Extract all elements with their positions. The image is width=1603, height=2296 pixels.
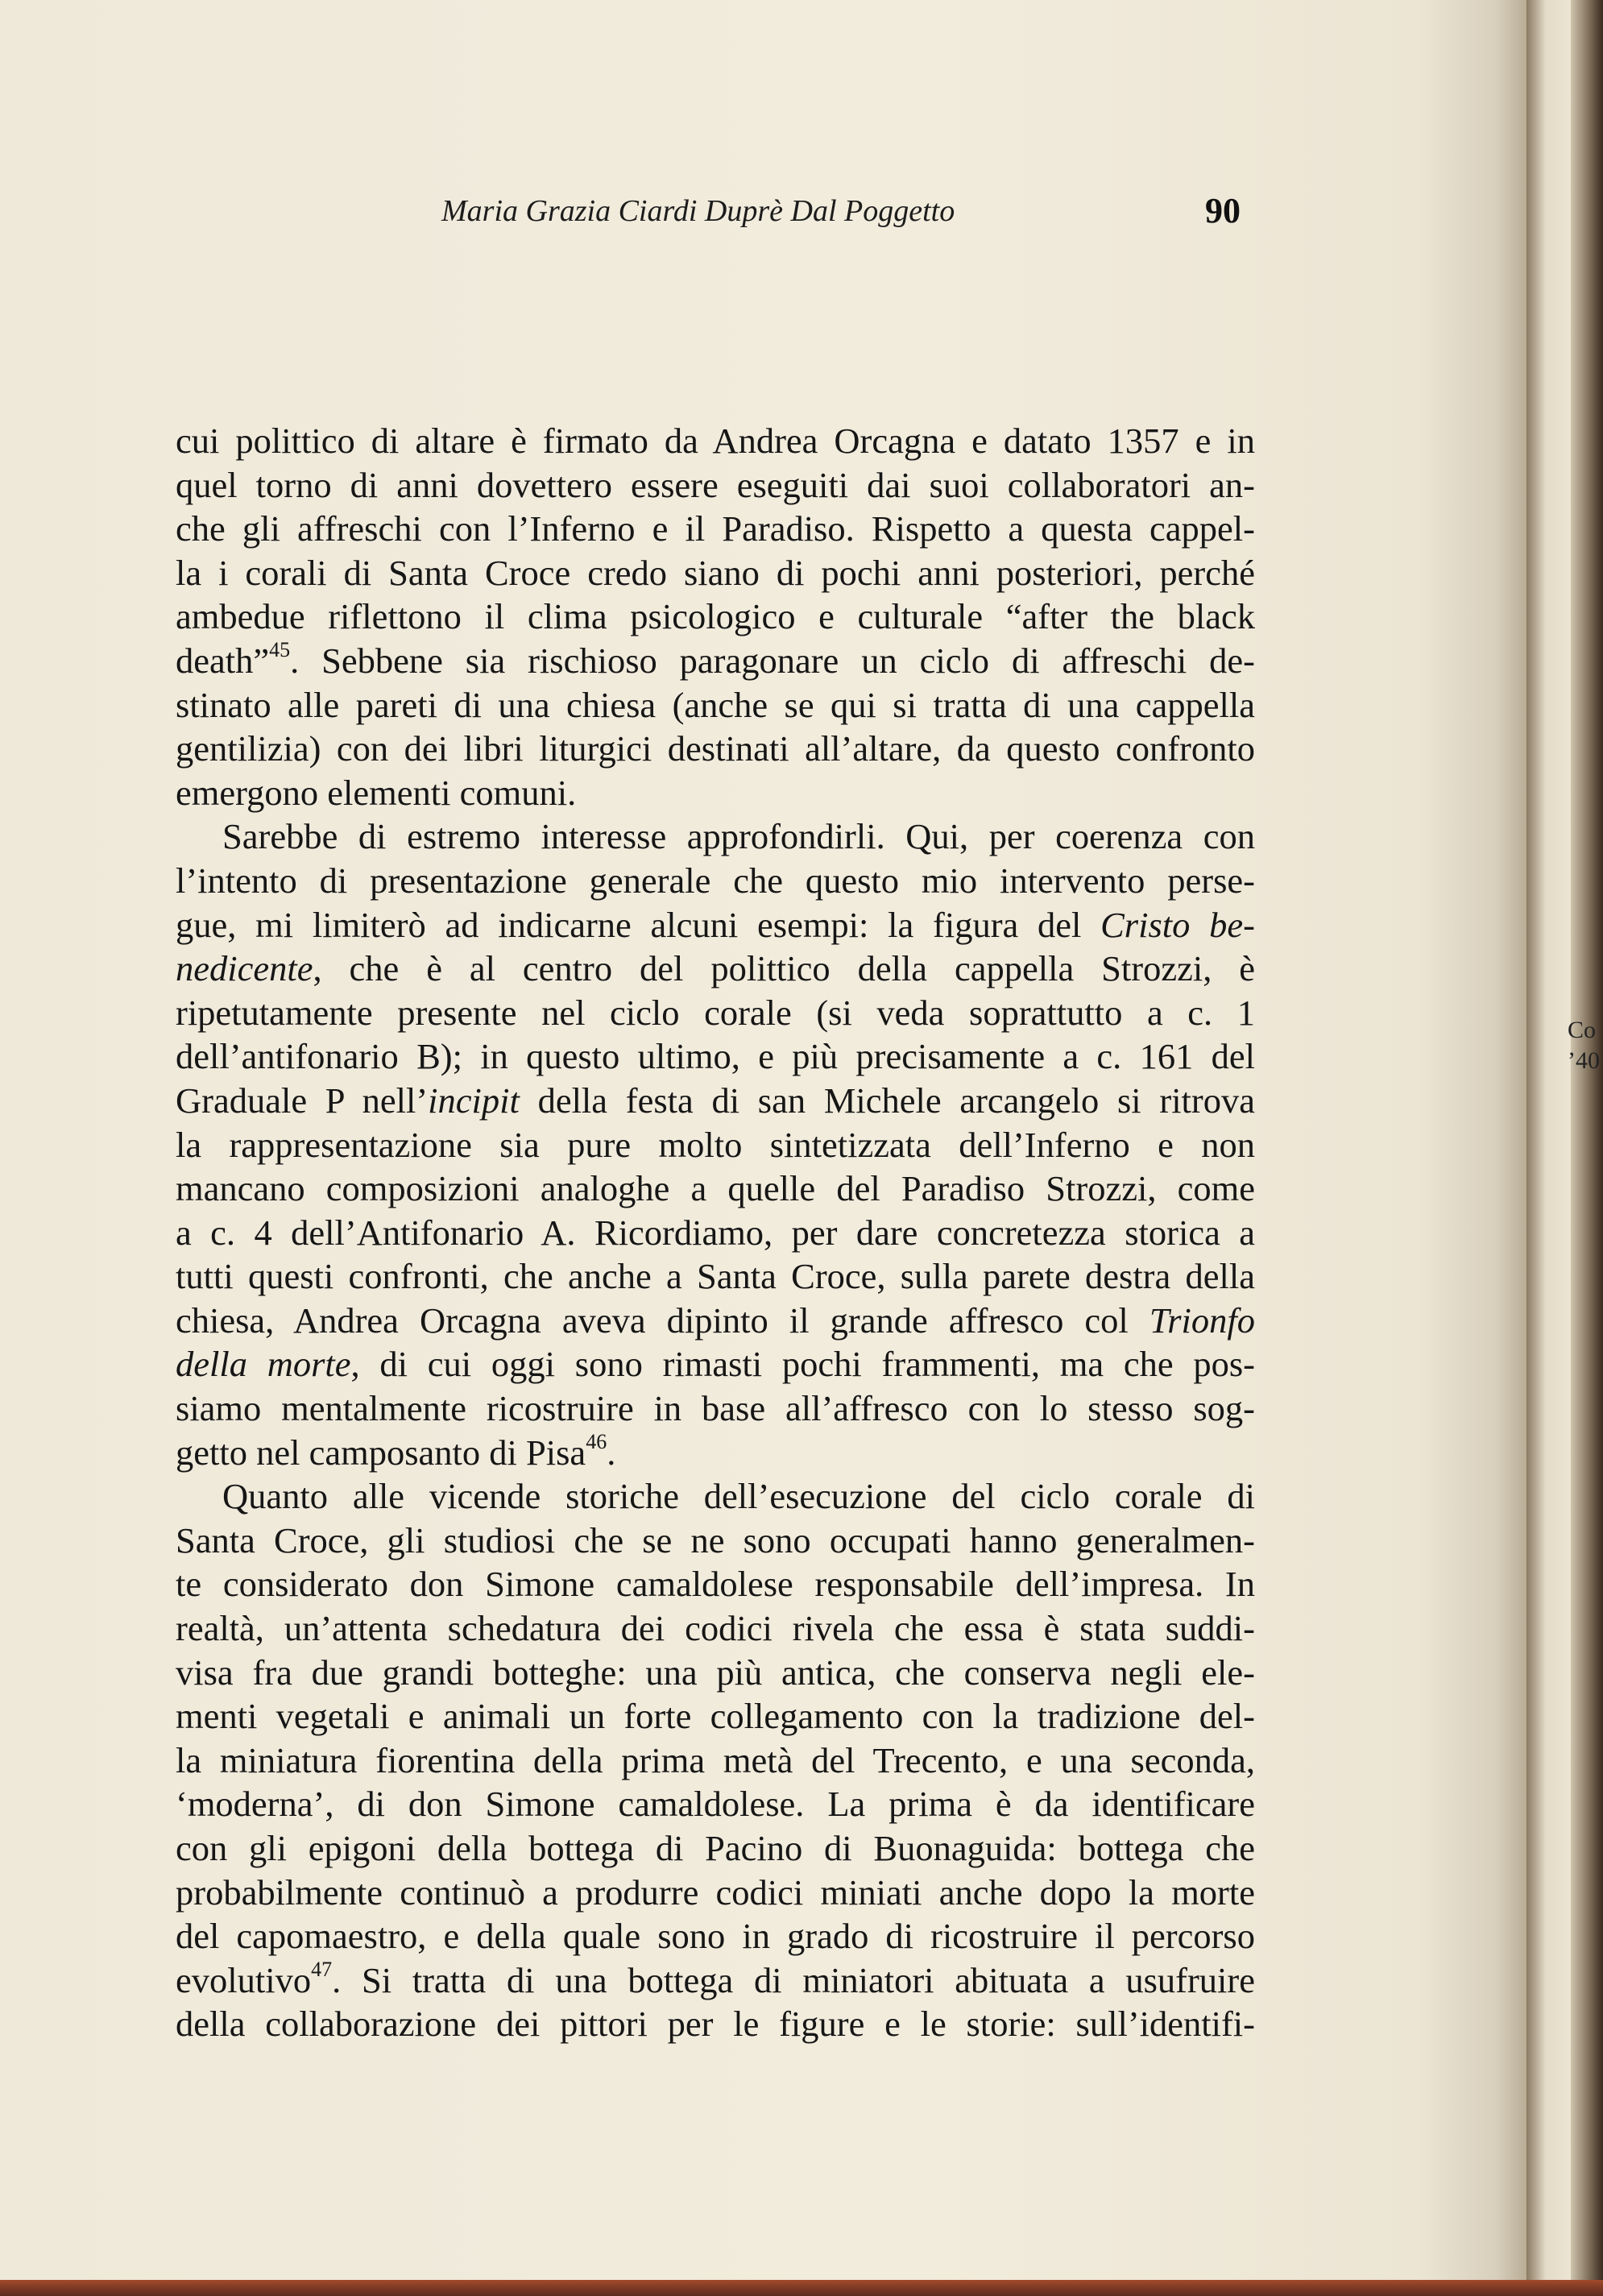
text-line: del capomaestro, e della quale sono in grado di ricostruire il percorso	[176, 1916, 1255, 1957]
text-line: stinato alle pareti di una chiesa (anche se qui si tratta di una cappella	[176, 684, 1255, 725]
footnote-ref-45: 45	[269, 638, 291, 662]
running-header-author: Maria Grazia Ciardi Duprè Dal Poggetto	[441, 194, 955, 228]
paragraph-start-line: Sarebbe di estremo interesse approfondirli. Qui, per coerenza con	[222, 816, 1255, 857]
italic-term: Cristo be-	[1100, 904, 1255, 945]
text-segment: Graduale P nell’	[176, 1080, 429, 1121]
text-segment: evolutivo	[176, 1959, 312, 2000]
text-line	[176, 1299, 1255, 1343]
text-line: ambedue riflettono il clima psicologico e culturale “after the black	[176, 596, 1255, 637]
text-line	[176, 1342, 1255, 1386]
text-line: la miniatura fiorentina della prima metà del Trecento, e una seconda,	[176, 1739, 1255, 1780]
italic-term: Trionfo	[1149, 1299, 1255, 1341]
text-line: visa fra due grandi botteghe: una più antica, che conserva negli ele-	[176, 1652, 1255, 1693]
text-line: tutti questi confronti, che anche a Santa Croce, sulla parete destra della	[176, 1256, 1255, 1297]
footnote-ref-46: 46	[586, 1429, 607, 1453]
facing-page-margin-text	[1568, 1015, 1603, 1076]
text-line	[176, 1079, 1255, 1123]
text-segment: getto nel camposanto di Pisa	[176, 1432, 586, 1473]
text-line	[176, 639, 1255, 683]
book-edge	[1571, 0, 1603, 2296]
text-segment: . Sebbene sia rischioso paragonare un ciclo di affreschi de-	[290, 640, 1255, 681]
text-line: gentilizia) con dei libri liturgici destinati all’altare, da questo confronto	[176, 728, 1255, 769]
text-line: dell’antifonario B); in questo ultimo, e più precisamente a c. 161 del	[176, 1036, 1255, 1077]
body-text	[176, 419, 1255, 2046]
text-segment: death”	[176, 640, 270, 681]
text-line: siamo mentalmente ricostruire in base all’affresco con lo stesso sog-	[176, 1388, 1255, 1429]
page-number: 90	[1205, 191, 1241, 230]
text-line: della collaborazione dei pittori per le figure e le storie: sull’identifi-	[176, 2004, 1255, 2045]
text-line: a c. 4 dell’Antifonario A. Ricordiamo, per dare concretezza storica a	[176, 1212, 1255, 1253]
text-line: ‘moderna’, di don Simone camaldolese. La prima è da identificare	[176, 1784, 1255, 1825]
text-segment: , che è al centro del polittico della cappella Strozzi, è	[313, 948, 1255, 989]
text-line: Santa Croce, gli studiosi che se ne sono occupati hanno generalmen-	[176, 1519, 1255, 1560]
text-segment: .	[607, 1432, 616, 1473]
text-line	[176, 903, 1255, 947]
text-line: la rappresentazione sia pure molto sintetizzata dell’Inferno e non	[176, 1124, 1255, 1165]
text-line: probabilmente continuò a produrre codici miniati anche dopo la morte	[176, 1871, 1255, 1913]
text-line: cui polittico di altare è firmato da Andrea Orcagna e datato 1357 e in	[176, 421, 1255, 461]
italic-term: della morte	[176, 1344, 351, 1385]
text-segment: chiesa, Andrea Orcagna aveva dipinto il grande affresco col	[176, 1299, 1149, 1341]
text-segment: , di cui oggi sono rimasti pochi frammenti, ma che pos-	[350, 1344, 1255, 1385]
text-line: te considerato don Simone camaldolese responsabile dell’impresa. In	[176, 1564, 1255, 1605]
italic-term: nedicente	[176, 948, 313, 989]
text-line: mancano composizioni analoghe a quelle del Paradiso Strozzi, come	[176, 1168, 1255, 1209]
text-line: l’intento di presentazione generale che questo mio intervento perse-	[176, 860, 1255, 901]
footnote-ref-47: 47	[311, 1957, 333, 1981]
text-segment: gue, mi limiterò ad indicarne alcuni esempi: la figura del	[176, 904, 1101, 945]
text-line	[176, 1958, 1255, 2003]
text-line: quel torno di anni dovettero essere eseguiti dai suoi collaboratori an-	[176, 464, 1255, 505]
text-line: la i corali di Santa Croce credo siano di pochi anni posteriori, perché	[176, 552, 1255, 593]
text-line: realtà, un’attenta schedatura dei codici rivela che essa è stata suddi-	[176, 1608, 1255, 1649]
margin-text-line: ’40	[1568, 1047, 1600, 1074]
text-line: menti vegetali e animali un forte collegamento con la tradizione del-	[176, 1696, 1255, 1737]
text-line: ripetutamente presente nel ciclo corale (si veda soprattutto a c. 1	[176, 992, 1255, 1033]
margin-text-line: Co	[1568, 1017, 1597, 1043]
text-line	[176, 947, 1255, 991]
text-line	[176, 1431, 1255, 1475]
text-segment: della festa di san Michele arcangelo si ritrova	[519, 1080, 1255, 1121]
paragraph-start-line: Quanto alle vicende storiche dell’esecuzione del ciclo corale di	[222, 1476, 1255, 1517]
text-segment: . Si tratta di una bottega di miniatori abituata a usufruire	[332, 1959, 1255, 2000]
book-cover-edge	[0, 2280, 1603, 2296]
italic-term: incipit	[428, 1080, 520, 1121]
text-line: con gli epigoni della bottega di Pacino di Buonaguida: bottega che	[176, 1828, 1255, 1868]
text-line: che gli affreschi con l’Inferno e il Paradiso. Rispetto a questa cappel-	[176, 508, 1255, 549]
text-line: emergono elementi comuni.	[176, 772, 577, 813]
